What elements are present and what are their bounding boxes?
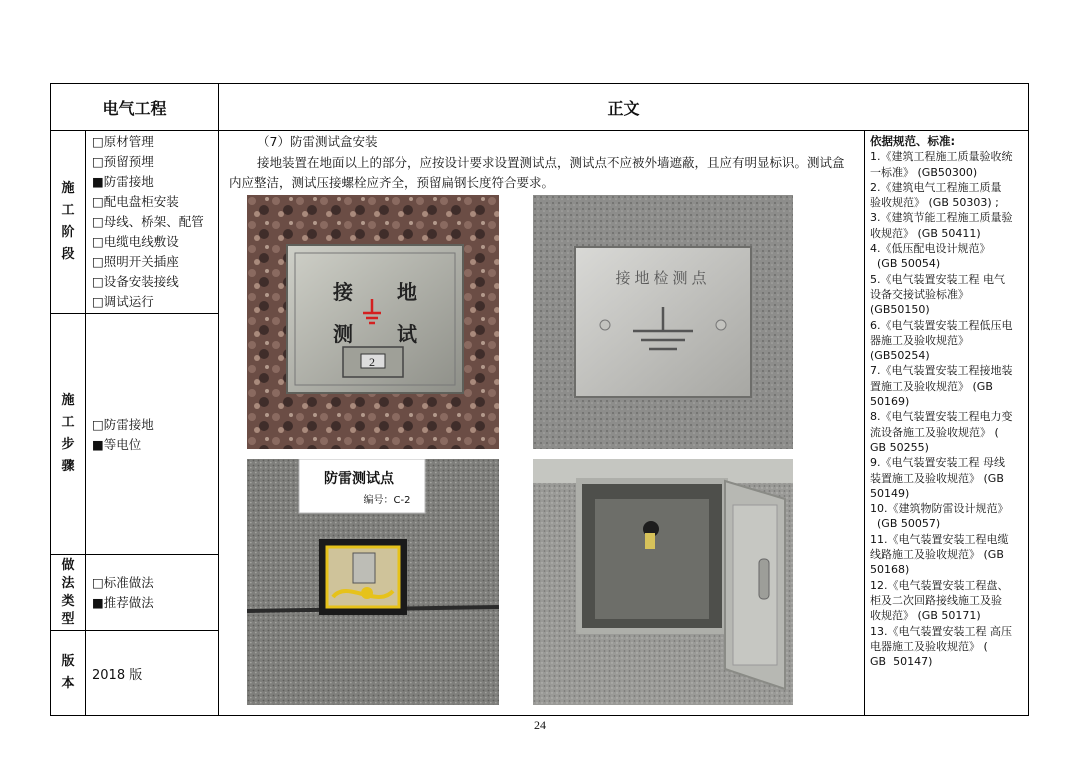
reference-line: 6.《电气装置安装工程低压电	[870, 318, 1013, 332]
reference-line: 12.《电气装置安装工程盘、	[870, 578, 1009, 592]
svg-text:接: 接	[333, 280, 354, 304]
reference-line: GB 50147)	[870, 655, 933, 669]
main-content	[219, 131, 865, 716]
stage-item: □母线、桥架、配管	[92, 214, 204, 229]
page-number: 24	[534, 718, 546, 732]
reference-line: 电器施工及验收规范》 (	[870, 639, 988, 653]
stage-item: □电缆电线敷设	[92, 234, 179, 249]
reference-line: (GB50150)	[870, 303, 930, 317]
reference-line: 线路施工及验收规范》 (GB	[870, 548, 1004, 562]
reference-line: 收规范》 (GB 50411)	[870, 226, 981, 240]
version-value: 2018 版	[86, 631, 219, 716]
reference-line: 50168)	[870, 563, 910, 577]
reference-line: (GB 50054)	[870, 257, 941, 271]
references-panel	[865, 131, 1029, 716]
reference-line: 3.《建筑节能工程施工质量验	[870, 211, 1013, 225]
section-title: （7）防雷测试盒安装	[257, 134, 378, 149]
method-item: □标准做法	[92, 575, 154, 590]
stage-item: □设备安装接线	[92, 274, 179, 289]
reference-line: 9.《电气装置安装工程 母线	[870, 456, 1006, 470]
reference-line: 装置施工及验收规范》 (GB	[870, 471, 1004, 485]
reference-line: 11.《电气装置安装工程电缆	[870, 532, 1009, 546]
svg-text:测: 测	[333, 322, 354, 346]
reference-line: 2.《建筑电气工程施工质量	[870, 180, 1002, 194]
stage-item: □预留预埋	[92, 154, 154, 169]
stage-item: □配电盘柜安装	[92, 194, 179, 209]
reference-line: 13.《电气装置安装工程 高压	[870, 624, 1013, 638]
reference-line: 置施工及验收规范》 (GB	[870, 379, 993, 393]
references-list	[870, 149, 1024, 669]
svg-text:试: 试	[397, 322, 418, 346]
reference-line: 7.《电气装置安装工程接地装	[870, 364, 1013, 378]
stage-item: □原材管理	[92, 134, 154, 149]
svg-text:地: 地	[397, 280, 418, 304]
photo-open-test-box-door	[533, 459, 793, 705]
photo-test-box-granite	[247, 195, 499, 449]
reference-line: (GB50254)	[870, 349, 930, 363]
step-item: ■等电位	[92, 436, 142, 452]
svg-text:防雷测试点: 防雷测试点	[324, 471, 395, 487]
photo-ground-inspection-plate	[533, 195, 793, 449]
reference-line: 流设备施工及验收规范》 (	[870, 425, 999, 439]
reference-line: 器施工及验收规范》	[870, 333, 970, 347]
stage-label: 施 工 阶 段	[51, 131, 86, 314]
reference-line: 8.《电气装置安装工程电力变	[870, 410, 1013, 424]
method-options	[86, 555, 219, 631]
svg-text:编号：C-2: 编号：C-2	[363, 495, 411, 506]
method-label: 做 法 类 型	[51, 555, 86, 631]
reference-line: 柜及二次回路接线施工及验	[870, 593, 1003, 607]
reference-line: 收规范》 (GB 50171)	[870, 609, 981, 623]
stage-item: ■防雷接地	[92, 174, 154, 189]
method-item: ■推荐做法	[92, 595, 154, 610]
reference-line: 50169)	[870, 395, 910, 409]
section-paragraph: 接地装置在地面以上的部分，应按设计要求设置测试点，测试点不应被外墙遮蔽，且应有明显标识。测试盒内应整洁，测试压接螺栓应齐全，预留扁钢长度符合要求。	[229, 155, 845, 190]
header-center: 正文	[219, 84, 1029, 131]
step-item: □防雷接地	[92, 416, 154, 432]
photo-lightning-test-point-box	[247, 459, 499, 705]
stage-item: □调试运行	[92, 294, 154, 309]
reference-line: (GB 50057)	[870, 517, 941, 531]
reference-line: 10.《建筑物防雷设计规范》	[870, 502, 1009, 516]
stage-item: □照明开关插座	[92, 254, 179, 269]
step-options	[86, 314, 219, 555]
reference-line: 50149)	[870, 486, 910, 500]
svg-text:2: 2	[369, 355, 376, 369]
reference-line: 一标准》 (GB50300)	[870, 165, 978, 179]
reference-line: 1.《建筑工程施工质量验收统	[870, 150, 1013, 164]
header-left: 电气工程	[51, 84, 219, 131]
references-heading: 依据规范、标准:	[870, 134, 956, 148]
reference-line: 4.《低压配电设计规范》	[870, 242, 991, 256]
svg-text:接地检测点: 接地检测点	[615, 269, 711, 287]
stage-options	[86, 131, 219, 314]
step-label: 施 工 步 骤	[51, 314, 86, 555]
reference-line: 设备交接试验标准》	[870, 287, 970, 301]
reference-line: GB 50255)	[870, 440, 929, 454]
reference-line: 验收规范》 (GB 50303) ;	[870, 196, 999, 210]
reference-line: 5.《电气装置安装工程 电气	[870, 272, 1006, 286]
document-table	[50, 83, 1028, 716]
version-label: 版 本	[51, 631, 86, 716]
